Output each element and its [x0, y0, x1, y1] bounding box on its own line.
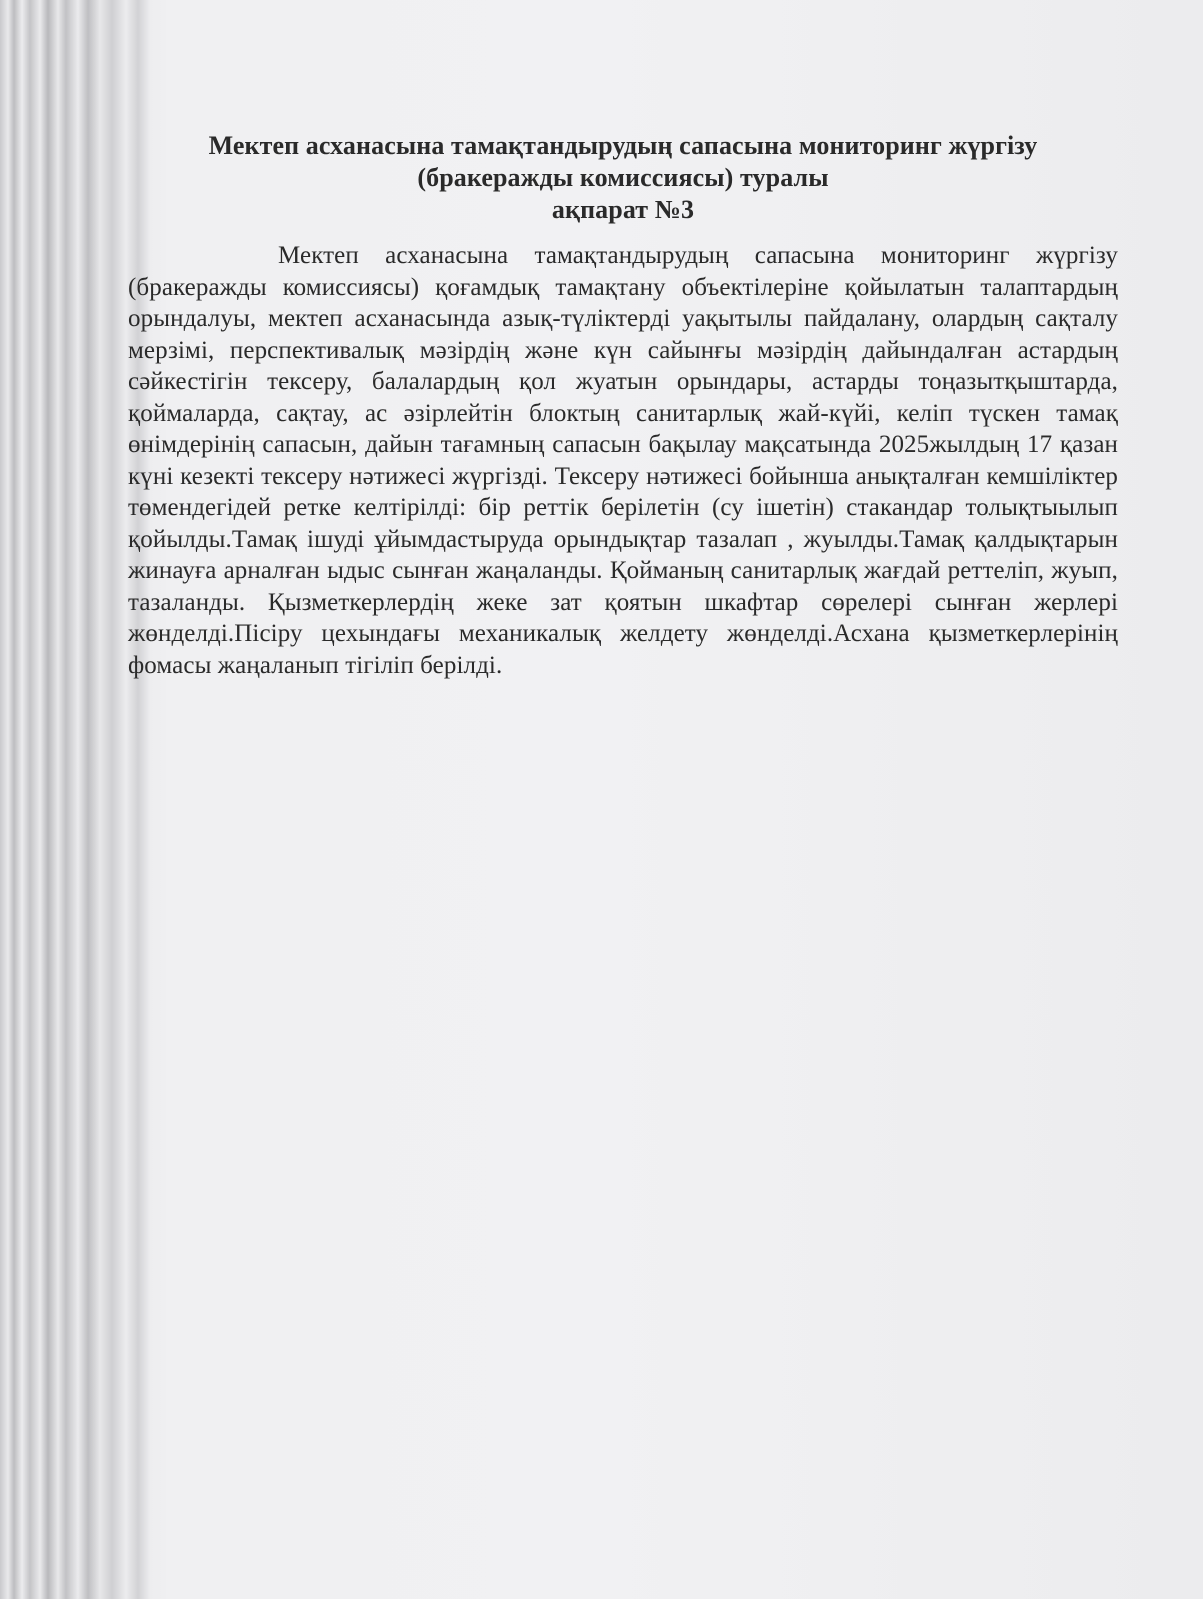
title-line-3: ақпарат №3 [551, 195, 695, 224]
title-line-1: Мектеп асханасына тамақтандырудың сапасына мониторинг жүргізу [208, 131, 1038, 160]
document-content [128, 130, 1118, 681]
document-body-paragraph: Мектеп асханасына тамақтандырудың сапасына мониторинг жүргізу (бракеражды комиссиясы) қоғамдық тамақтану объектілеріне қойылатын талаптардың орындалуы, мектеп асханасында азық-түліктерді уақытылы пайдалану, олардың сақталу мерзімі, перспективалық мәзірдің және күн сайынғы мәзірдің дайындалған астардың сәйкестігін тексеру, балалардың қол жуатын орындары, астарды тоңазытқыштарда, қоймаларда, сақтау, ас әзірлейтін блоктың санитарлық жай-күйі, келіп түскен тамақ өнімдерінің сапасын, дайын тағамның сапасын бақылау мақсатында 2025жылдың 17 қазан күні кезекті тексеру нәтижесі жүргізді. Тексеру нәтижесі бойынша анықталған кемшіліктер төмендегідей ретке келтірілді: бір реттік берілетін (су ішетін) стакандар толықтыылып қойылды.Тамақ ішуді ұйымдастыруда орындықтар тазалап , жуылды.Тамақ қалдықтарын жинауға арналған ыдыс сынған жаңаланды. Қойманың санитарлық жағдай реттеліп, жуып, тазаланды. Қызметкерлердің жеке зат қоятын шкафтар сөрелері сынған жерлері жөнделді.Пісіру цехындағы механикалық желдету жөнделді.Асхана қызметкерлерінің фомасы жаңаланып тігіліп берілді. [128, 242, 1118, 679]
document-title [128, 130, 1118, 226]
title-line-2: (бракеражды комиссиясы) туралы [417, 163, 829, 192]
